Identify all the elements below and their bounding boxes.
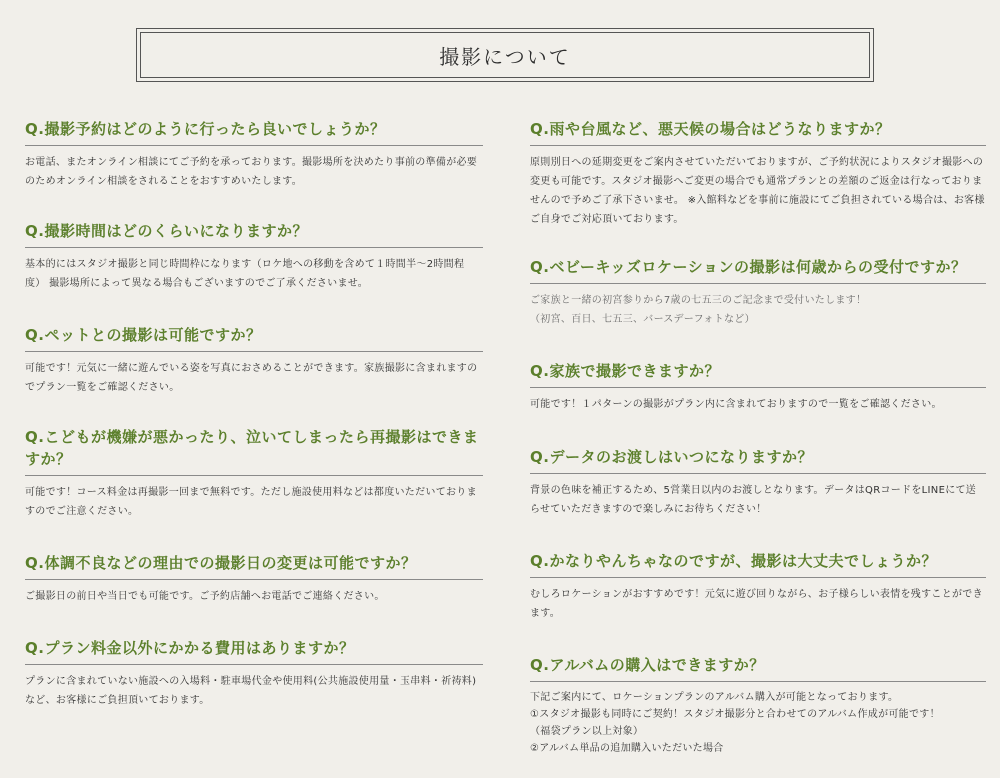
faq-question: Q.体調不良などの理由での撮影日の変更は可能ですか？ [25, 552, 483, 580]
faq-answer-text: 下記ご案内にて、ロケーションプランのアルバム購入が可能となっております。 [530, 692, 899, 703]
faq-answer [530, 395, 986, 414]
faq-answer-text: 可能です！元気に一緒に遊んでいる姿を写真におさめることができます。家族撮影に含まれますのでプラン一覧をご確認ください。 [25, 363, 478, 393]
faq-question: Q.データのお渡しはいつになりますか？ [530, 446, 986, 474]
faq-answer [25, 587, 483, 606]
faq-answer-text: 原則別日への延期変更をご案内させていただいておりますが、ご予約状況によりスタジオ撮影への変更も可能です。スタジオ撮影へご変更の場合でも通常プランとの差額のご返金は行なっておりませんので予めご了承下さいませ。 ※入館料などを事前に施設にてご負担されている場合は、お客様ご自身でご対応頂いております。 [530, 157, 985, 225]
faq-item [530, 118, 986, 229]
faq-answer [530, 689, 986, 757]
faq-question: Q.撮影予約はどのように行ったら良いでしょうか？ [25, 118, 483, 146]
faq-item [25, 426, 483, 521]
faq-item [25, 118, 483, 191]
faq-answer [25, 483, 483, 521]
faq-answer [25, 672, 483, 710]
faq-answer [25, 255, 483, 293]
faq-answer-text: （福袋プラン以上対象） [530, 726, 644, 737]
faq-answer-text: ①スタジオ撮影も同時にご契約！スタジオ撮影分と合わせてのアルバム作成が可能です！ [530, 709, 940, 720]
faq-answer-text: ご家族と一緒の初宮参りから7歳の七五三のご記念まで受付いたします！ [530, 295, 867, 306]
faq-answer-text: ご撮影日の前日や当日でも可能です。ご予約店舗へお電話でご連絡ください。 [25, 591, 385, 602]
faq-answer [530, 585, 986, 623]
faq-question: Q.雨や台風など、悪天候の場合はどうなりますか？ [530, 118, 986, 146]
faq-answer [530, 481, 986, 519]
faq-answer [25, 359, 483, 397]
faq-answer-text: むしろロケーションがおすすめです！元気に遊び回りながら、お子様らしい表情を残すことができます。 [530, 589, 983, 619]
faq-item [530, 654, 986, 757]
page-title-box [136, 28, 874, 82]
faq-item [530, 446, 986, 519]
faq-item [530, 256, 986, 329]
faq-answer-text: 可能です！コース料金は再撮影一回まで無料です。ただし施設使用料などは都度いただいておりますのでご注意ください。 [25, 487, 477, 517]
faq-item [25, 637, 483, 710]
faq-question: Q.プラン料金以外にかかる費用はありますか？ [25, 637, 483, 665]
faq-item [530, 550, 986, 623]
faq-question: Q.撮影時間はどのくらいになりますか？ [25, 220, 483, 248]
faq-answer [530, 153, 986, 229]
faq-item [25, 324, 483, 397]
faq-item [530, 360, 986, 414]
faq-answer-text: お電話、またオンライン相談にてご予約を承っております。撮影場所を決めたり事前の準備が必要のためオンライン相談をされることをおすすめいたします。 [25, 157, 478, 187]
faq-item [25, 220, 483, 293]
faq-item [25, 552, 483, 606]
faq-answer [25, 153, 483, 191]
faq-question: Q.アルバムの購入はできますか？ [530, 654, 986, 682]
page-title: 撮影について [439, 44, 571, 69]
faq-answer-text: プランに含まれていない施設への入場料・駐車場代金や使用料(公共施設使用量・玉串料・祈祷料)など、お客様にご負担頂いております。 [25, 676, 477, 706]
faq-answer [530, 291, 986, 329]
faq-answer-text: 可能です！１パターンの撮影がプラン内に含まれておりますので一覧をご確認ください。 [530, 399, 942, 410]
faq-answer-text: （初宮、百日、七五三、バースデーフォトなど） [530, 314, 755, 325]
faq-question: Q.ベビーキッズロケーションの撮影は何歳からの受付ですか？ [530, 256, 986, 284]
faq-question: Q.かなりやんちゃなのですが、撮影は大丈夫でしょうか？ [530, 550, 986, 578]
faq-question: Q.こどもが機嫌が悪かったり、泣いてしまったら再撮影はできますか？ [25, 426, 483, 476]
faq-answer-text: ②アルバム単品の追加購入いただいた場合 [530, 743, 724, 754]
faq-question: Q.ペットとの撮影は可能ですか？ [25, 324, 483, 352]
faq-question: Q.家族で撮影できますか？ [530, 360, 986, 388]
faq-answer-text: 背景の色味を補正するため、5営業日以内のお渡しとなります。データはQRコードをLINEにて送らせていただきますので楽しみにお待ちください！ [530, 485, 977, 515]
faq-answer-text: 基本的にはスタジオ撮影と同じ時間枠になります（ロケ地への移動を含めて１時間半〜2時間程度） 撮影場所によって異なる場合もございますのでご了承くださいませ。 [25, 259, 465, 289]
